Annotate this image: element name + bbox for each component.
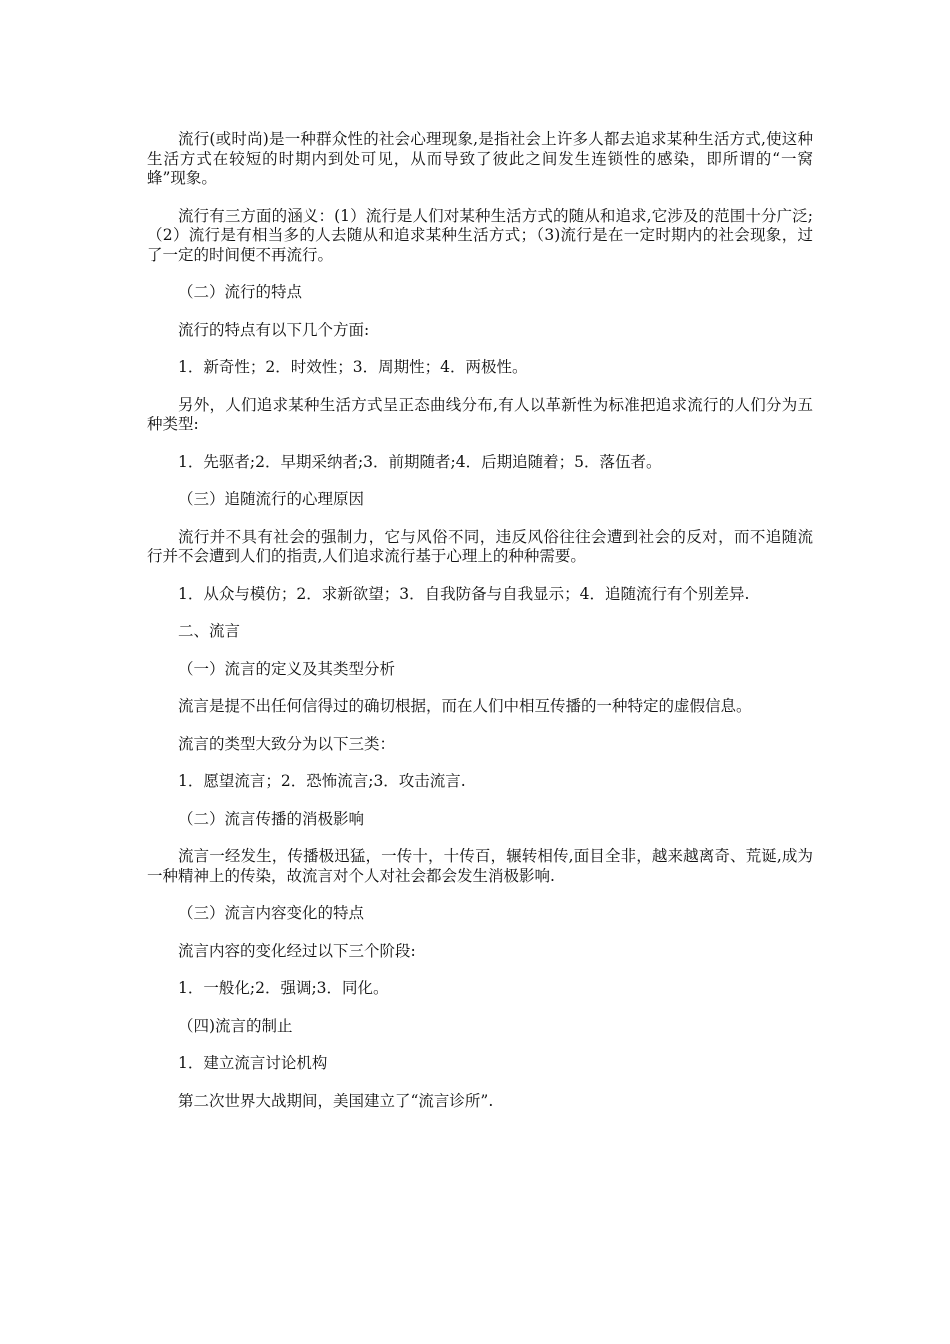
heading-fashion-features: （二）流行的特点 <box>178 283 303 301</box>
list-fashion-features: 1．新奇性；2．时效性；3．周期性；4．两极性。 <box>178 358 528 376</box>
paragraph-rumor-definition: 流言是提不出任何信得过的确切根据，而在人们中相互传播的一种特定的虚假信息。 <box>178 697 752 715</box>
paragraph-fashion-vs-custom: 流行并不具有社会的强制力，它与风俗不同，违反风俗往往会遭到社会的反对，而不追随流行并不会遭到人们的指责,人们追求流行基于心理上的种种需要。 <box>147 527 813 565</box>
paragraph-fashion-meanings: 流行有三方面的涵义：(1）流行是人们对某种生活方式的随从和追求,它涉及的范围十分广泛;（2）流行是有相当多的人去随从和追求某种生活方式；（3)流行是在一定时期内的社会现象，过了一定的时间便不再流行。 <box>147 206 813 264</box>
paragraph-features-intro: 流行的特点有以下几个方面: <box>178 320 370 339</box>
heading-rumor: 二、流言 <box>178 622 241 640</box>
list-three-stages: 1．一般化;2．强调;3．同化。 <box>178 979 389 997</box>
paragraph-rumor-clinic: 第二次世界大战期间，美国建立了“流言诊所”. <box>178 1091 494 1110</box>
list-psychological-reasons: 1．从众与模仿；2．求新欲望；3．自我防备与自我显示；4．追随流行有个别差异. <box>178 584 750 603</box>
paragraph-rumor-types-intro: 流言的类型大致分为以下三类： <box>178 734 396 753</box>
paragraph-five-types-intro: 另外，人们追求某种生活方式呈正态曲线分布,有人以革新性为标准把追求流行的人们分为五种类型: <box>147 395 813 433</box>
list-item-discussion-agency: 1．建立流言讨论机构 <box>178 1054 328 1072</box>
document-body <box>147 130 813 1129</box>
heading-rumor-content-change: （三）流言内容变化的特点 <box>178 904 365 922</box>
heading-rumor-definition: （一）流言的定义及其类型分析 <box>178 659 396 678</box>
heading-psychological-reasons: （三）追随流行的心理原因 <box>178 490 365 508</box>
paragraph-three-stages-intro: 流言内容的变化经过以下三个阶段: <box>178 941 416 960</box>
list-rumor-types: 1．愿望流言；2．恐怖流言;3．攻击流言. <box>178 772 466 790</box>
heading-rumor-control: （四)流言的制止 <box>178 1016 293 1035</box>
list-five-types: 1．先驱者;2．早期采纳者;3．前期随者;4．后期追随着；5．落伍者。 <box>178 452 662 471</box>
paragraph-rumor-spread: 流言一经发生，传播极迅猛，一传十，十传百，辗转相传,面目全非，越来越离奇、荒诞,成为一种精神上的传染，故流言对个人对社会都会发生消极影响. <box>147 847 813 885</box>
paragraph-fashion-definition: 流行(或时尚)是一种群众性的社会心理现象,是指社会上许多人都去追求某种生活方式,使这种生活方式在较短的时期内到处可见，从而导致了彼此之间发生连锁性的感染，即所谓的“一窝蜂”现象。 <box>147 130 813 187</box>
heading-rumor-negative-effects: （二）流言传播的消极影响 <box>178 809 365 828</box>
